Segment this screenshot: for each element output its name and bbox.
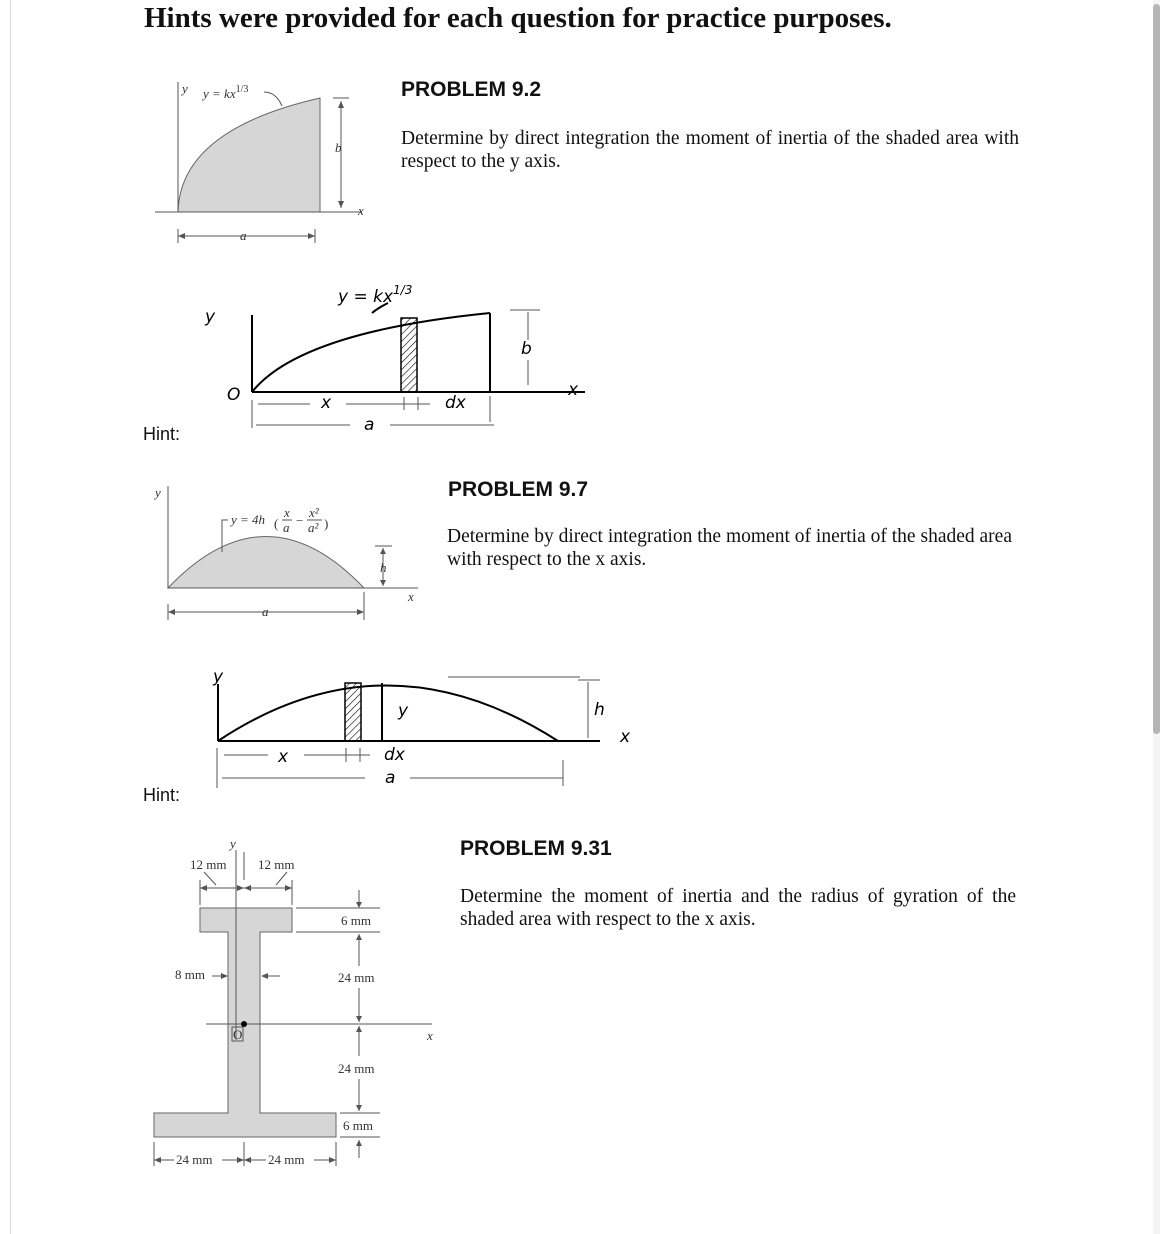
problem-9-31-text: Determine the moment of inertia and the radius of gyration of the shaded area with respect to the x axis. (460, 886, 1016, 930)
hint-label-9-2: Hint: (143, 424, 181, 444)
x-axis-label-9-2: x (358, 203, 364, 218)
dim-bottom-left-label: 24 mm (176, 1152, 213, 1167)
dim-h-label-9-7: h (380, 560, 387, 575)
problem-9-7-title: PROBLEM 9.7 (448, 478, 589, 501)
y-axis-label-9-31: y (230, 836, 236, 851)
hint-x-label-9-2: x (321, 393, 332, 413)
hint-b-label-9-2: b (521, 339, 532, 359)
svg-text:(: ( (274, 516, 279, 531)
equation-9-7: y = 4h (231, 512, 266, 527)
hint-label-9-7: Hint: (143, 785, 181, 805)
hint-x-axis-9-2: x (568, 380, 579, 400)
hint-x-label-9-7: x (278, 747, 289, 767)
origin-label-9-31: O (233, 1027, 243, 1042)
dim-b-label-9-2: b (335, 140, 342, 155)
dim-web-label: 8 mm (175, 967, 205, 982)
x-axis-label-9-31: x (427, 1028, 433, 1043)
dim-a-label-9-2: a (240, 228, 247, 243)
dim-flange-top-label: 6 mm (341, 913, 371, 928)
hint-equation-9-2: $y = kx^{1/3}$ (338, 283, 413, 307)
problem-9-2-title: PROBLEM 9.2 (401, 78, 542, 101)
x-axis-label-9-7: x (408, 589, 414, 604)
y-axis-label-9-2: y (182, 81, 188, 96)
svg-text:a: a (283, 520, 290, 535)
svg-text:a²: a² (308, 520, 319, 535)
dim-upper-label: 24 mm (338, 970, 375, 985)
dim-top-left-label: 12 mm (190, 857, 227, 872)
hint-y-label-9-2: y (205, 307, 216, 327)
y-axis-label-9-7: y (155, 485, 161, 500)
hint-ystrip-label-9-7: y (398, 701, 409, 721)
hint-dx-label-9-2: dx (445, 393, 466, 413)
hint-origin-9-2: O (227, 385, 241, 405)
dim-bottom-right-label: 24 mm (268, 1152, 305, 1167)
hint-h-label-9-7: h (594, 700, 605, 720)
dim-a-label-9-7: a (262, 604, 269, 619)
svg-text:−: − (296, 513, 304, 528)
svg-text:x²: x² (309, 505, 319, 520)
hint-x-axis-9-7: x (620, 727, 631, 747)
problem-9-2-text: Determine by direct integration the moment of inertia of the shaded area with respect to the y axis. (401, 128, 1019, 172)
problem-9-7-text: Determine by direct integration the moment of inertia of the shaded area with respect to the x axis. (447, 526, 1012, 570)
dim-flange-bottom-label: 6 mm (343, 1118, 373, 1133)
hint-a-label-9-2: a (364, 415, 375, 435)
hint-dx-label-9-7: dx (384, 745, 405, 765)
page-heading: Hints were provided for each question for practice purposes. (144, 2, 892, 34)
problem-9-31-title: PROBLEM 9.31 (460, 837, 612, 860)
curve-label-9-2: $y = kx^{1/3}$ (203, 84, 249, 101)
svg-text:): ) (324, 516, 329, 531)
hint-a-label-9-7: a (385, 768, 396, 788)
svg-text:x: x (284, 505, 290, 520)
dim-top-right-label: 12 mm (258, 857, 295, 872)
dim-lower-label: 24 mm (338, 1061, 375, 1076)
hint-y-label-9-7: y (213, 667, 224, 687)
